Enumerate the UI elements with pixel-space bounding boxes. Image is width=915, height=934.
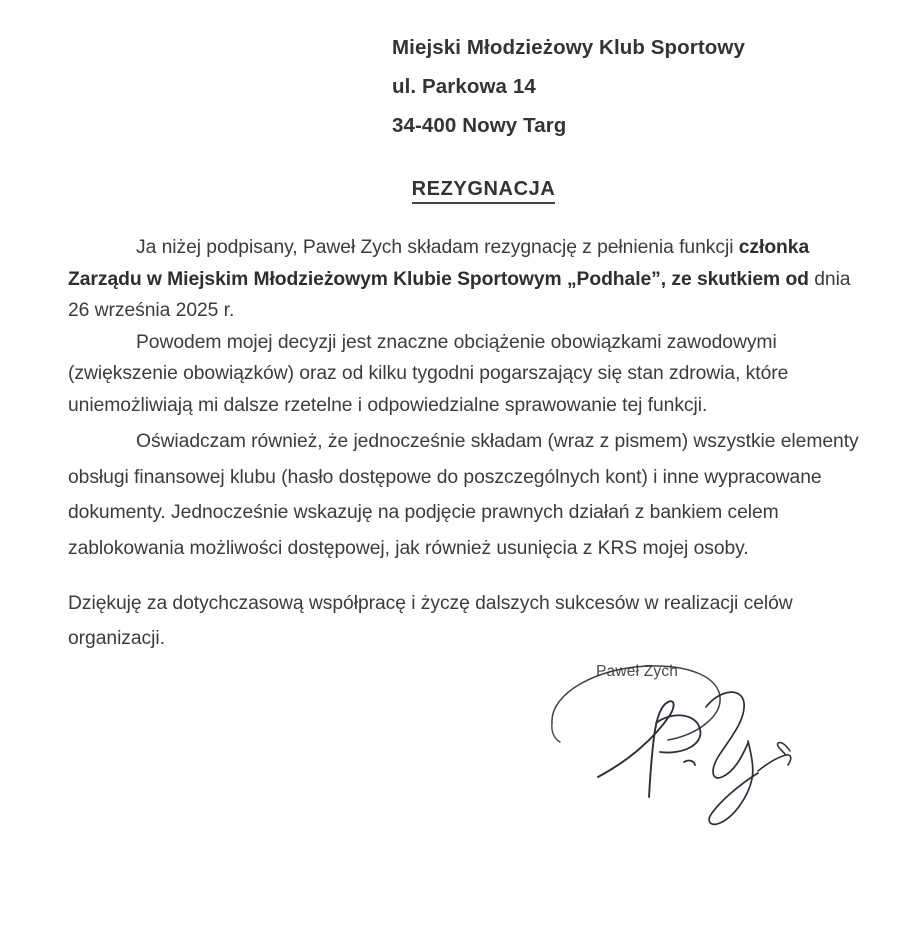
document-title-container [0,178,915,204]
handwritten-signature-icon [520,645,880,845]
paragraph-closing: Dziękuję za dotychczasową współpracę i życzę dalszych sukcesów w realizacji celów organizacji. [68,593,793,649]
paragraph-declaration-emphasis: członka Zarządu w Miejskim Młodzieżowym Klubie Sportowym „Podhale”, ze skutkiem od [68,237,810,290]
paragraph-declaration-lead: Ja niżej podpisany, Paweł Zych składam rezygnację z pełnienia funkcji [136,237,739,258]
signature-block [520,645,880,845]
page-title: REZYGNACJA [412,178,556,204]
organization-city: 34-400 Nowy Targ [392,114,567,137]
organization-header [392,28,862,145]
organization-street: ul. Parkowa 14 [392,75,536,98]
paragraph-declaration [68,232,860,327]
paragraph-declaration-tail: dnia 26 września 2025 r. [68,268,851,321]
organization-name: Miejski Młodzieżowy Klub Sportowy [392,36,745,59]
letter-body [68,232,860,656]
signature-printed-name: Paweł Zych [596,663,679,680]
paragraph-handover: Oświadczam również, że jednocześnie składam (wraz z pismem) wszystkie elementy obsługi finansowej klubu (hasło dostępowe do poszczególnych kont) i inne wypracowane dokumenty. Jednocześnie wskazuję na podjęcie prawnych działań z bankiem celem zablokowania możliwości dostępowej, jak również usunięcia z KRS mojej osoby. [68,431,859,559]
paragraph-reason: Powodem mojej decyzji jest znaczne obciążenie obowiązkami zawodowymi (zwiększenie obowiązków) oraz od kilku tygodni pogarszający się stan zdrowia, które uniemożliwiają mi dalsze rzetelne i odpowiedzialne sprawowanie tej funkcji. [68,331,789,416]
